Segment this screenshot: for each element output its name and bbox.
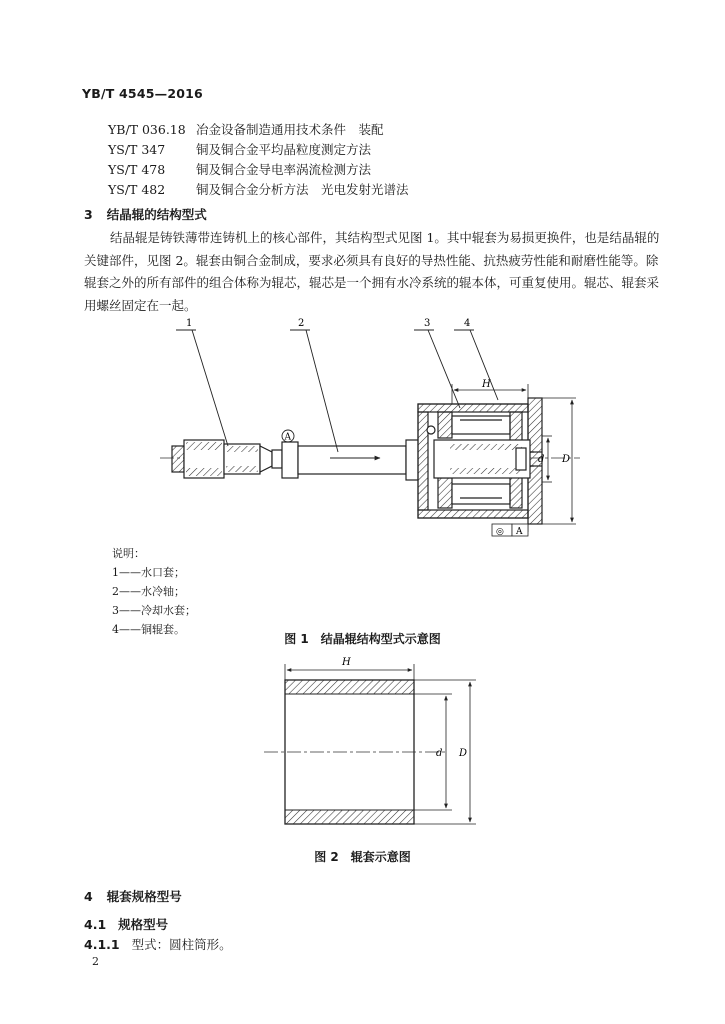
section-number: 4.1 xyxy=(84,917,107,932)
section-title: 辊套规格型号 xyxy=(106,889,182,904)
reference-title: 冶金设备制造通用技术条件 装配 xyxy=(196,122,384,137)
legend-text: 冷却水套； xyxy=(141,604,196,617)
page-number: 2 xyxy=(92,955,99,968)
section-4-heading xyxy=(84,887,182,905)
reference-code: YB/T 036.18 xyxy=(108,122,186,137)
legend-dash: —— xyxy=(119,585,141,598)
legend-text: 水冷轴； xyxy=(141,585,185,598)
dimension-label-H: H xyxy=(482,379,491,390)
section-number: 4.1.1 xyxy=(84,937,120,952)
reference-code: YS/T 347 xyxy=(108,142,166,157)
legend-num: 4 xyxy=(112,623,119,636)
legend-num: 2 xyxy=(112,585,119,598)
callout-1: 1 xyxy=(186,318,193,329)
reference-code: YS/T 478 xyxy=(108,162,166,177)
paragraph-line: 用螺丝固定在一起。 xyxy=(84,297,197,313)
reference-title: 铜及铜合金导电率涡流检测方法 xyxy=(196,162,372,177)
reference-title: 铜及铜合金分析方法 光电发射光谱法 xyxy=(196,182,409,197)
section-number: 3 xyxy=(84,207,93,222)
section-title: 结晶辊的结构型式 xyxy=(106,207,207,222)
callout-3: 3 xyxy=(424,318,431,329)
figure-1-caption: 图 1 结晶辊结构型式示意图 xyxy=(284,632,441,646)
callout-2: 2 xyxy=(298,318,305,329)
dimension-label-H: H xyxy=(342,657,351,668)
dimension-label-D: D xyxy=(562,454,571,465)
legend-item xyxy=(112,564,185,580)
paragraph-line: 结晶辊是铸铁薄带连铸机上的核心部件，其结构型式见图 1。其中辊套为易损更换件，也是结晶辊的 xyxy=(110,230,660,245)
legend-dash: —— xyxy=(119,604,141,617)
paragraph-line: 关键部件，见图 2。辊套由铜合金制成，要求必须具有良好的导热性能、抗热疲劳性能和耐磨性能等。除 xyxy=(84,252,659,268)
legend-text: 水口套； xyxy=(141,566,185,579)
section-number: 4 xyxy=(84,889,93,904)
section-title: 规格型号 xyxy=(118,917,169,932)
sleeve-top-wall xyxy=(285,680,414,694)
legend-text: 铜辊套。 xyxy=(141,623,185,636)
concentricity-symbol: ◎ xyxy=(496,527,504,537)
roll-body xyxy=(418,398,545,524)
water-inlet-sleeve xyxy=(172,440,272,478)
legend-dash: —— xyxy=(119,623,141,636)
dimension-label-d: d xyxy=(538,454,545,465)
legend-item xyxy=(112,602,196,618)
figure-2-caption: 图 2 辊套示意图 xyxy=(314,850,411,864)
section-4-1-1 xyxy=(84,935,232,953)
sleeve-bottom-wall xyxy=(285,810,414,824)
paragraph-line: 辊套之外的所有部件的组合体称为辊芯，辊芯是一个拥有水冷系统的辊本体，可重复使用。辊芯、辊套采 xyxy=(84,275,660,290)
legend-title: 说明： xyxy=(112,547,145,560)
section-4-1-heading xyxy=(84,915,168,933)
dimension-label-d: d xyxy=(436,748,443,759)
section-text: 型式：圆柱筒形。 xyxy=(131,937,232,952)
reference-title: 铜及铜合金平均晶粒度测定方法 xyxy=(196,142,372,157)
legend-dash: —— xyxy=(119,566,141,579)
dimension-label-D: D xyxy=(459,748,468,759)
tolerance-datum: A xyxy=(516,527,523,537)
legend-item xyxy=(112,583,185,599)
legend-num: 1 xyxy=(112,566,119,579)
reference-code: YS/T 482 xyxy=(108,182,166,197)
callout-4: 4 xyxy=(464,318,471,329)
figure-2-drawing xyxy=(0,650,725,840)
standard-number-header: YB/T 4545—2016 xyxy=(82,86,203,101)
datum-a-label: A xyxy=(284,432,291,443)
legend-num: 3 xyxy=(112,604,119,617)
